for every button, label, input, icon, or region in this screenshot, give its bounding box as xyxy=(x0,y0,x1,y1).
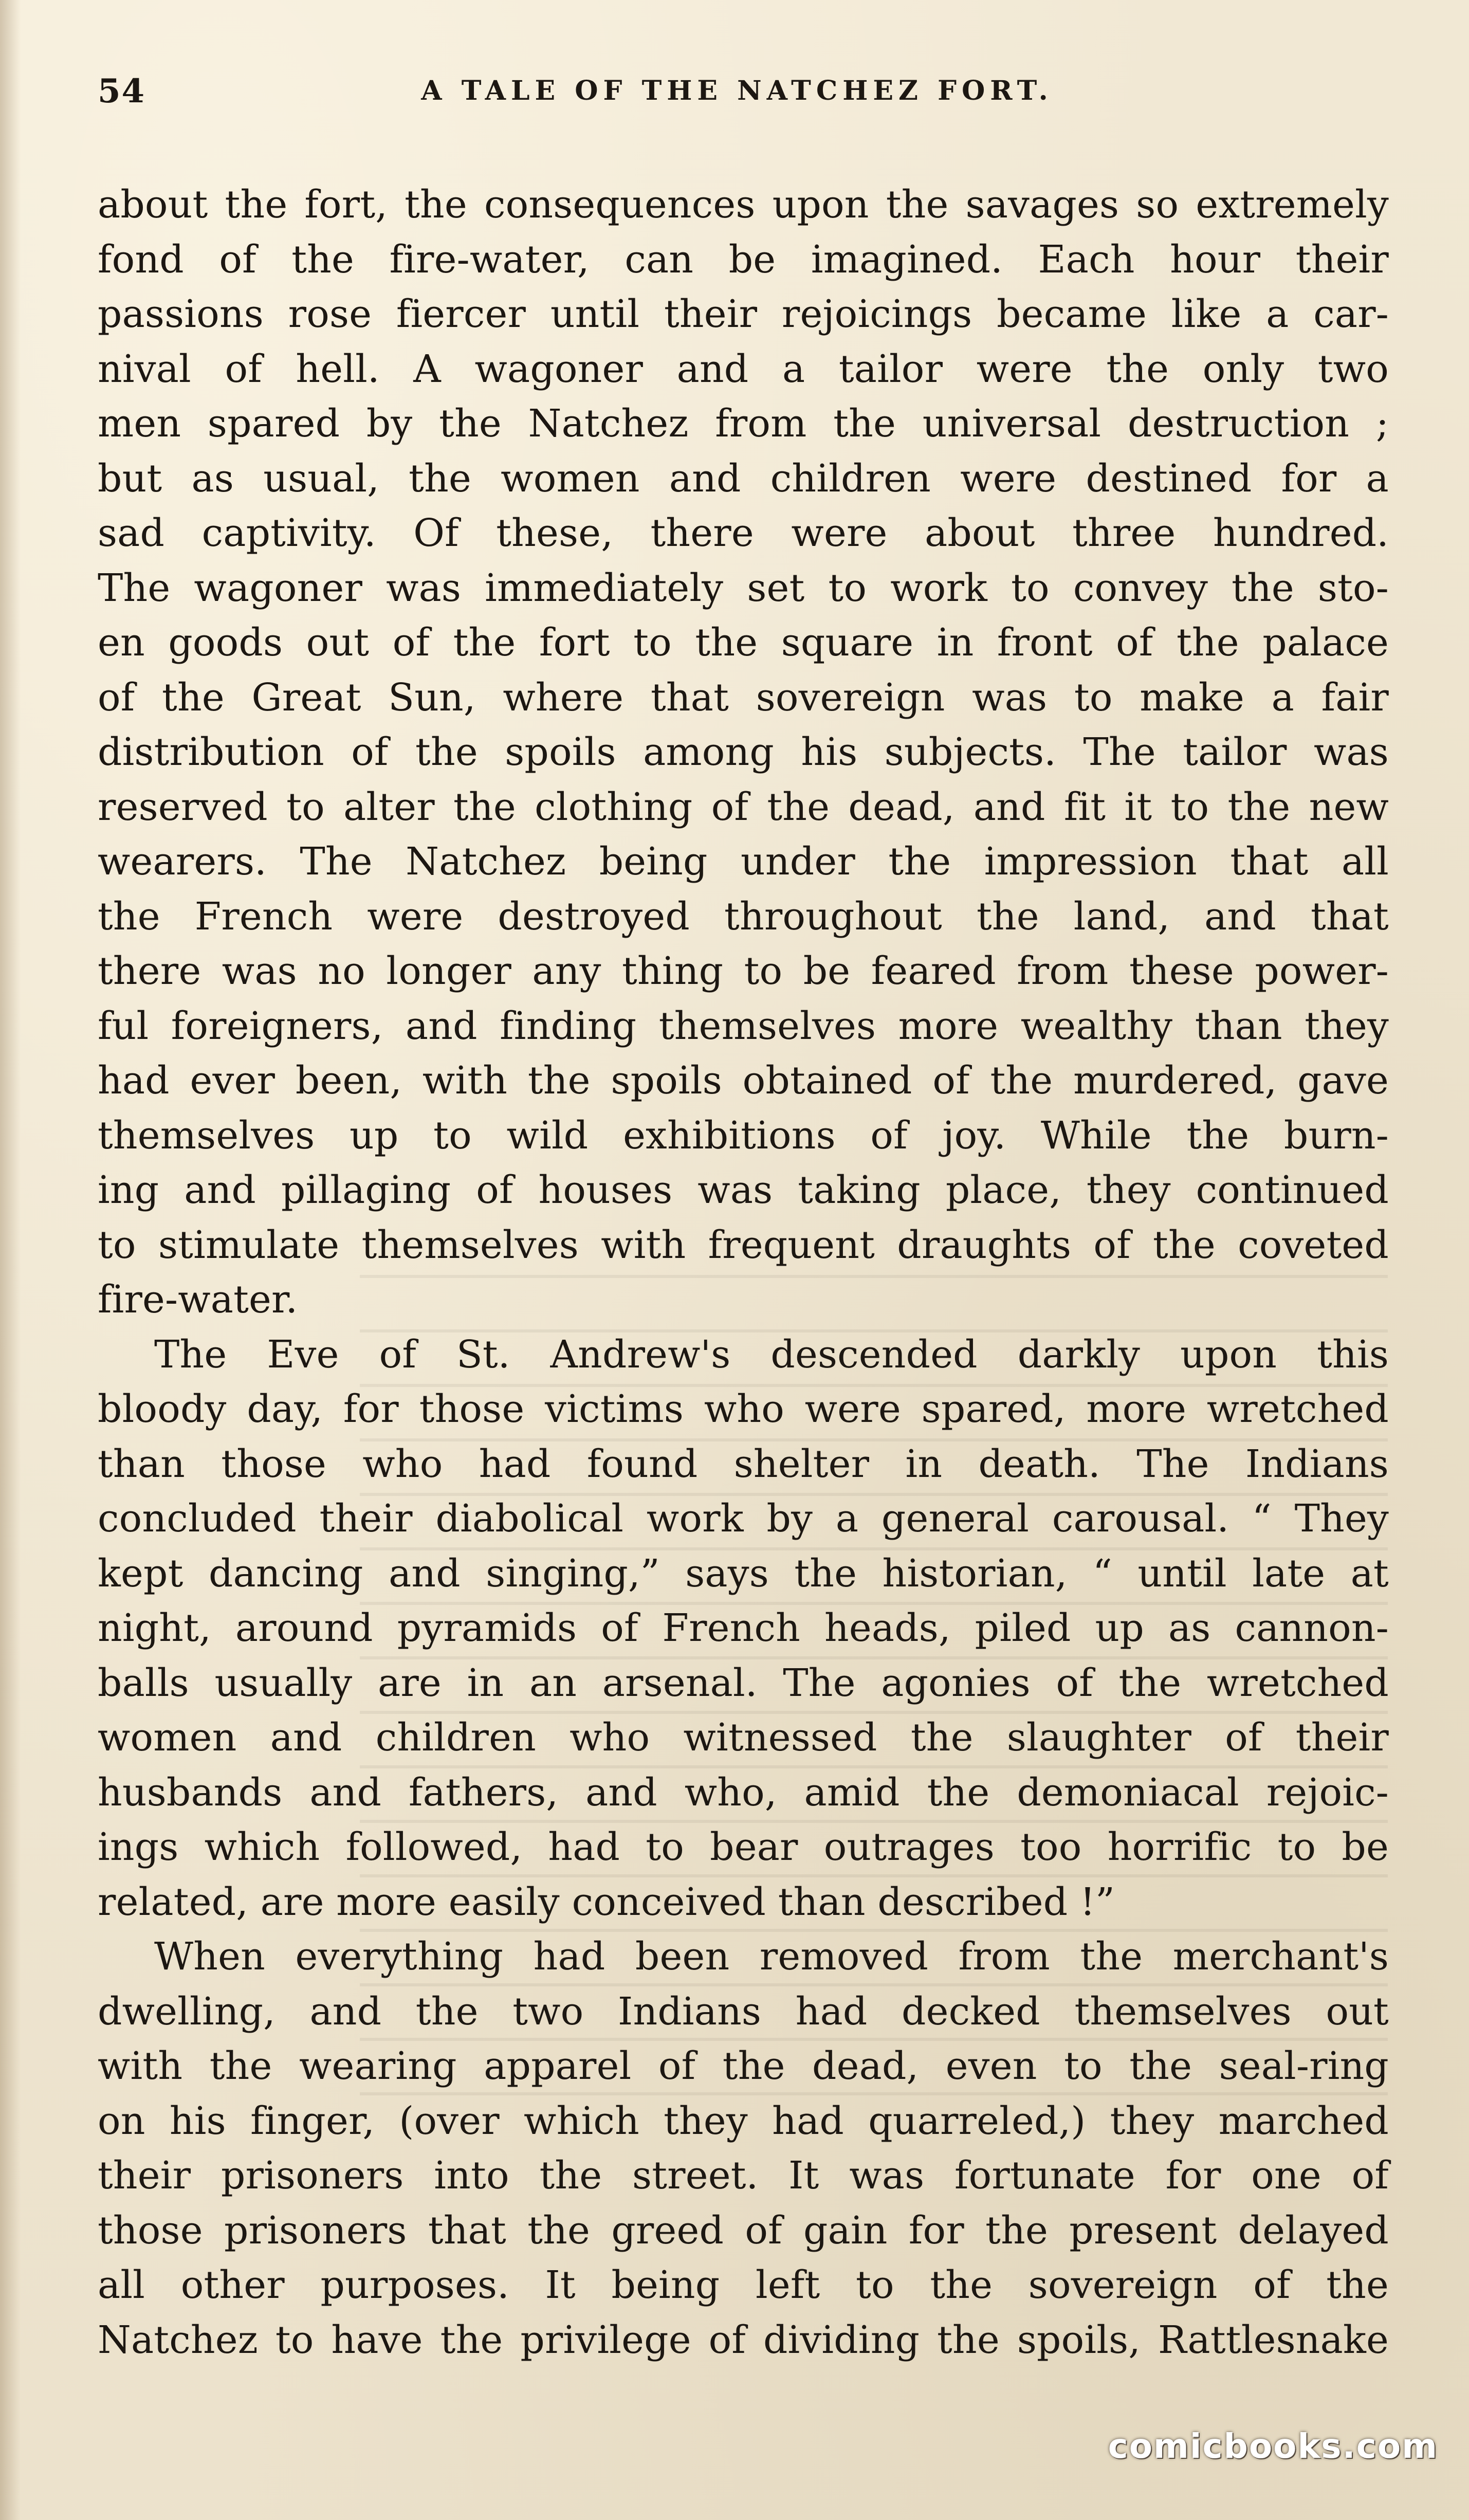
text-line: reserved to alter the clothing of the dead, and fit it to the new xyxy=(98,784,1389,829)
text-line: women and children who witnessed the slaughter of their xyxy=(98,1715,1389,1760)
text-line: en goods out of the fort to the square in front of the palace xyxy=(98,620,1389,665)
body-text xyxy=(98,177,1389,2367)
paragraph-start-line: The Eve of St. Andrew's descended darkly upon this xyxy=(154,1332,1389,1377)
paragraph-end-line: related, are more easily conceived than described !” xyxy=(98,1879,1115,1924)
text-line: night, around pyramids of French heads, piled up as cannon- xyxy=(98,1606,1389,1650)
page-edge-shadow xyxy=(0,0,21,2520)
text-line: about the fort, the consequences upon the savages so extremely xyxy=(98,182,1389,227)
page-header xyxy=(98,72,1376,129)
text-line: their prisoners into the street. It was fortunate for one of xyxy=(98,2153,1389,2198)
text-line: but as usual, the women and children were destined for a xyxy=(98,456,1389,501)
text-line: those prisoners that the greed of gain for the present delayed xyxy=(98,2208,1389,2253)
text-line: wearers. The Natchez being under the impression that all xyxy=(98,839,1389,884)
text-line: husbands and fathers, and who, amid the demoniacal rejoic- xyxy=(98,1770,1389,1815)
paragraph-end-line: fire-water. xyxy=(98,1277,298,1322)
text-line: passions rose fiercer until their rejoicings became like a car- xyxy=(98,292,1389,336)
text-line: to stimulate themselves with frequent draughts of the coveted xyxy=(98,1222,1389,1267)
text-line: had ever been, with the spoils obtained of the murdered, gave xyxy=(98,1058,1389,1103)
text-line: sad captivity. Of these, there were about three hundred. xyxy=(98,511,1389,555)
running-title: A TALE OF THE NATCHEZ FORT. xyxy=(421,75,1053,106)
text-line: than those who had found shelter in death. The Indians xyxy=(98,1441,1389,1486)
text-line: ing and pillaging of houses was taking place, they continued xyxy=(98,1168,1389,1212)
text-line: The wagoner was immediately set to work to convey the sto- xyxy=(98,565,1389,610)
text-line: the French were destroyed throughout the land, and that xyxy=(98,894,1389,939)
text-line: there was no longer any thing to be feared from these power- xyxy=(98,949,1389,993)
text-line: on his finger, (over which they had quarreled,) they marched xyxy=(98,2098,1389,2143)
text-line: fond of the fire-water, can be imagined. Each hour their xyxy=(98,237,1389,282)
site-watermark: comicbooks.com xyxy=(1108,2426,1438,2466)
text-line: ings which followed, had to bear outrages too horrific to be xyxy=(98,1825,1389,1869)
text-line: kept dancing and singing,” says the historian, “ until late at xyxy=(98,1551,1389,1596)
text-line: themselves up to wild exhibitions of joy. While the burn- xyxy=(98,1113,1389,1158)
text-line: men spared by the Natchez from the universal destruction ; xyxy=(98,401,1389,446)
page-number: 54 xyxy=(98,72,146,111)
text-line: nival of hell. A wagoner and a tailor were the only two xyxy=(98,346,1389,391)
text-line: balls usually are in an arsenal. The agonies of the wretched xyxy=(98,1660,1389,1705)
text-line: dwelling, and the two Indians had decked themselves out xyxy=(98,1989,1389,2034)
text-line: bloody day, for those victims who were spared, more wretched xyxy=(98,1387,1389,1431)
paragraph-start-line: When everything had been removed from the merchant's xyxy=(154,1934,1389,1979)
text-line: distribution of the spoils among his subjects. The tailor was xyxy=(98,730,1389,774)
text-line: concluded their diabolical work by a general carousal. “ They xyxy=(98,1496,1389,1541)
text-line: of the Great Sun, where that sovereign was to make a fair xyxy=(98,675,1389,720)
text-line: all other purposes. It being left to the sovereign of the xyxy=(98,2263,1389,2307)
text-line: with the wearing apparel of the dead, even to the seal-ring xyxy=(98,2044,1389,2088)
text-line: ful foreigners, and finding themselves more wealthy than they xyxy=(98,1003,1389,1048)
text-line: Natchez to have the privilege of dividing the spoils, Rattlesnake xyxy=(98,2317,1389,2362)
